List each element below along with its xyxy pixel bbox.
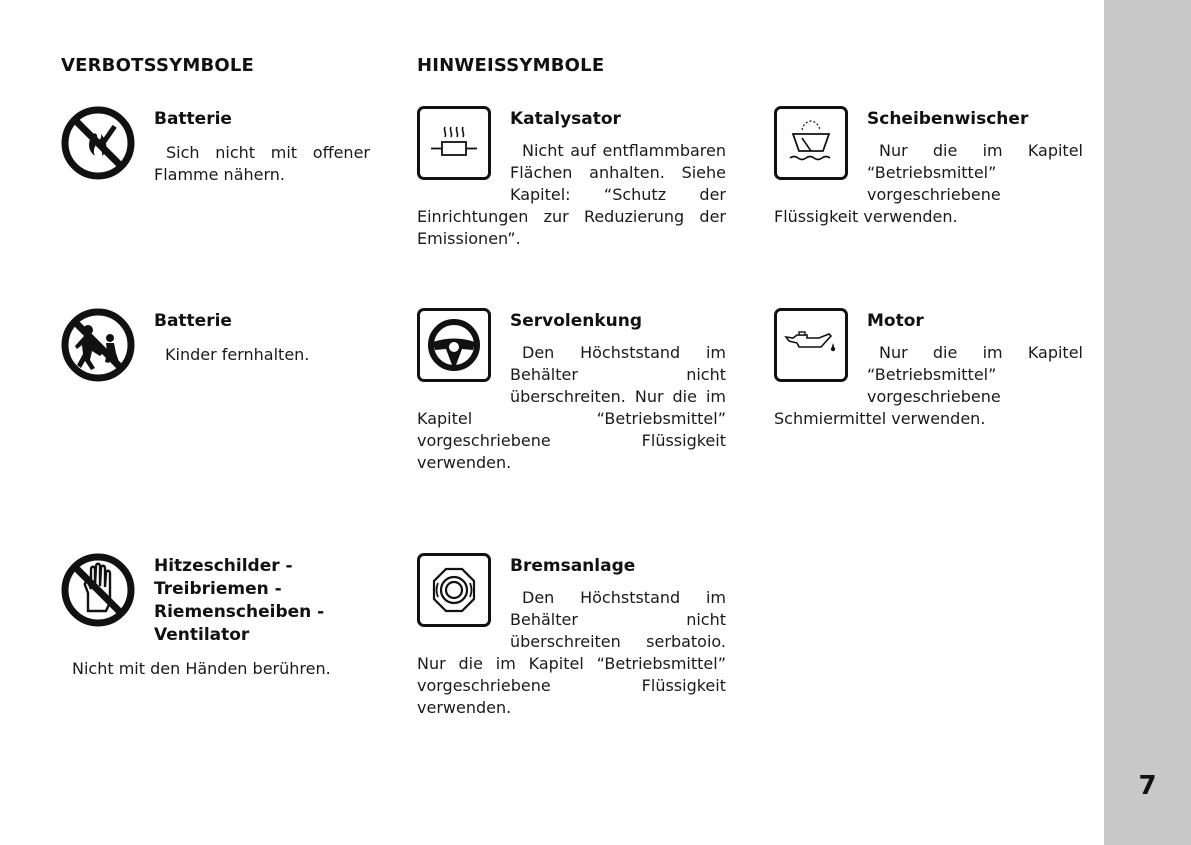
entry-title: Servolenkung: [510, 311, 643, 331]
steering-wheel-icon: [417, 308, 491, 382]
prohibition-symbols-heading: VERBOTSSYMBOLE: [61, 55, 255, 76]
entry-text: Nur die im Kapitel “Betriebsmittel” vorgeschriebene Schmiermittel verwenden.: [774, 343, 1083, 428]
title-line: Treibriemen -: [154, 579, 282, 599]
entry-text: Nicht auf entflammbaren Flächen anhalten. Siehe Kapitel: “Schutz der Einrichtungen zur Reduzierung der Emissionen”.: [417, 141, 726, 248]
notice-entry-brakes: [417, 553, 726, 719]
entry-title: Scheibenwischer: [867, 109, 1029, 129]
windscreen-washer-icon: [774, 106, 848, 180]
entry-text: Den Höchststand im Behälter nicht überschreiten. Nur die im Kapitel “Betriebsmittel” vorgeschriebene Flüssigkeit verwenden.: [417, 343, 726, 472]
brake-fluid-icon: [417, 553, 491, 627]
entry-title: Bremsanlage: [510, 556, 636, 576]
entry-title: Batterie: [154, 311, 232, 331]
page-number: 7: [1138, 771, 1157, 801]
title-line: Riemenscheiben -: [154, 602, 325, 622]
entry-text: Den Höchststand im Behälter nicht überschreiten serbatoio. Nur die im Kapitel “Betriebsmittel” vorgeschriebene Flüssigkeit verwenden.: [417, 588, 726, 717]
entry-title: Katalysator: [510, 109, 621, 129]
notice-entry-power-steering: [417, 308, 726, 474]
keep-children-away-icon: [61, 308, 135, 386]
prohibition-entry-hand: [61, 553, 371, 688]
notice-entry-engine: [774, 308, 1083, 430]
prohibition-entry-flame: [61, 106, 371, 196]
entry-text: Nur die im Kapitel “Betriebsmittel” vorgeschriebene Flüssigkeit verwenden.: [774, 141, 1083, 226]
no-open-flame-icon: [61, 106, 135, 184]
entry-text: Kinder fernhalten.: [165, 345, 310, 364]
notice-entry-catalyst: [417, 106, 726, 250]
notice-symbols-heading: HINWEISSYMBOLE: [417, 55, 605, 76]
do-not-touch-hand-icon: [61, 553, 135, 631]
entry-text: Nicht mit den Händen berühren.: [72, 659, 331, 678]
entry-title: [154, 555, 374, 647]
entry-title: Motor: [867, 311, 924, 331]
entry-text: Sich nicht mit offener Flamme nähern.: [154, 143, 370, 184]
title-line: Hitzeschilder -: [154, 556, 293, 576]
title-line: Ventilator: [154, 625, 250, 645]
catalytic-converter-icon: [417, 106, 491, 180]
prohibition-entry-children: [61, 308, 371, 388]
notice-entry-washer: [774, 106, 1083, 228]
entry-title: Batterie: [154, 109, 232, 129]
page-margin-bar: [1104, 0, 1191, 845]
engine-oil-can-icon: [774, 308, 848, 382]
